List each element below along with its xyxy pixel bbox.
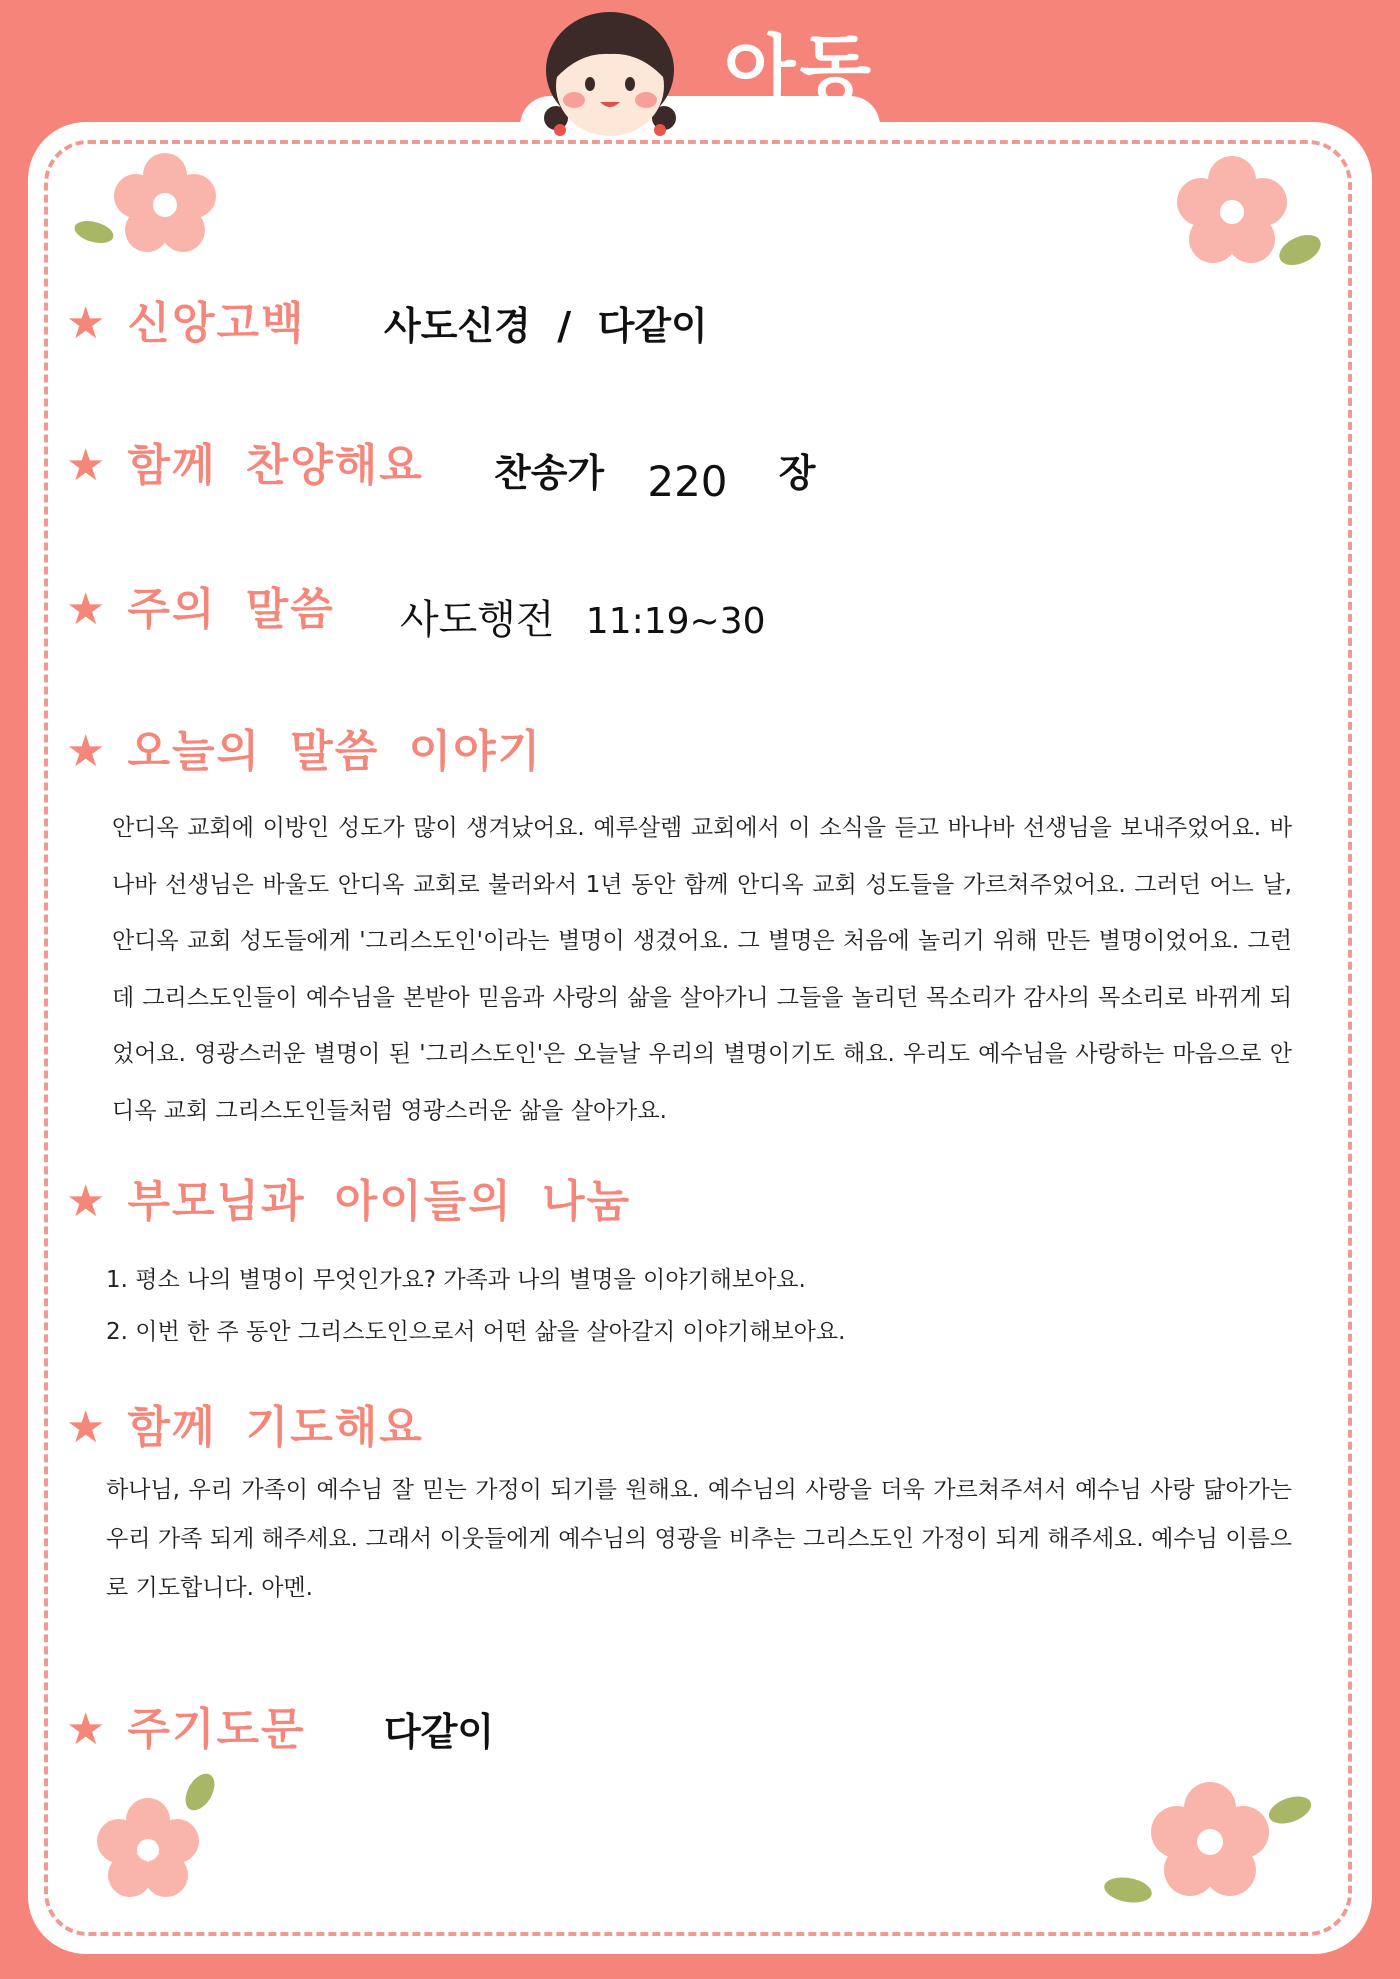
star-icon: ★	[66, 298, 106, 349]
hymn-number: 220	[647, 457, 728, 506]
brand-title: 아동	[724, 27, 875, 113]
list-item: 1. 평소 나의 별명이 무엇인가요? 가족과 나의 별명을 이야기해보아요.	[106, 1267, 806, 1293]
prayer-text: 하나님, 우리 가족이 예수님 잘 믿는 가정이 되기를 원해요. 예수님의 사랑을 더욱 가르쳐주셔서 예수님 사랑 닮아가는 우리 가족 되게 해주세요. 그래서 이웃들에게 예수님의 영광을 비추는 그리스도인 가정이 되게 해주세요. 예수님 이름으로 기도합니다. 아멘.	[106, 1477, 1292, 1601]
lords-prayer-value: 다같이	[384, 1710, 495, 1754]
scripture-value	[400, 592, 766, 650]
star-icon: ★	[66, 726, 106, 777]
scripture-heading: ★ 주의 말씀	[66, 584, 335, 635]
flower-bottom-left-icon	[80, 1770, 230, 1900]
star-icon: ★	[66, 584, 106, 635]
story-text: 안디옥 교회에 이방인 성도가 많이 생겨났어요. 예루살렘 교회에서 이 소식을 듣고 바나바 선생님을 보내주었어요. 바나바 선생님은 바울도 안디옥 교회로 불러와서 1년 동안 함께 안디옥 교회 성도들을 가르쳐주었어요. 그러던 어느 날, 안디옥 교회 성도들에게 '그리스도인'이라는 별명이 생겼어요. 그 별명은 처음에 놀리기 위해 만든 별명이었어요. 그런데 그리스도인들이 예수님을 본받아 믿음과 사랑의 삶을 살아가니 그들을 놀리던 목소리가 감사의 목소리로 바뀌게 되었어요. 영광스러운 별명이 된 '그리스도인'은 오늘날 우리의 별명이기도 해요. 우리도 예수님을 사랑하는 마음으로 안디옥 교회 그리스도인들처럼 영광스러운 삶을 살아가요.	[112, 815, 1292, 1124]
star-icon: ★	[66, 1176, 106, 1227]
list-item: 2. 이번 한 주 동안 그리스도인으로서 어떤 삶을 살아갈지 이야기해보아요.	[106, 1319, 846, 1345]
lords-prayer-heading: ★ 주기도문	[66, 1704, 306, 1755]
star-icon: ★	[66, 1704, 106, 1755]
creed-value: 사도신경 / 다같이	[384, 304, 708, 348]
hymn-heading: ★ 함께 찬양해요	[66, 440, 424, 491]
star-icon: ★	[66, 440, 106, 491]
sharing-list	[106, 1254, 1296, 1358]
hymn-suffix: 장	[778, 451, 816, 495]
flower-bottom-right-icon	[1090, 1770, 1320, 1920]
creed-heading: ★ 신앙고백	[66, 298, 306, 349]
story-heading: ★ 오늘의 말씀 이야기	[66, 726, 543, 777]
sharing-heading: ★ 부모님과 아이들의 나눔	[66, 1176, 632, 1227]
flower-top-right-icon	[1160, 150, 1330, 280]
scripture-book: 사도행전	[400, 597, 555, 643]
scripture-verse: 11:19~30	[585, 601, 766, 642]
flower-top-left-icon	[70, 150, 220, 260]
star-icon: ★	[66, 1402, 106, 1453]
girl-mascot-icon	[530, 8, 690, 144]
hymn-value	[494, 444, 816, 506]
hymn-prefix: 찬송가	[494, 451, 605, 495]
prayer-heading: ★ 함께 기도해요	[66, 1402, 424, 1453]
